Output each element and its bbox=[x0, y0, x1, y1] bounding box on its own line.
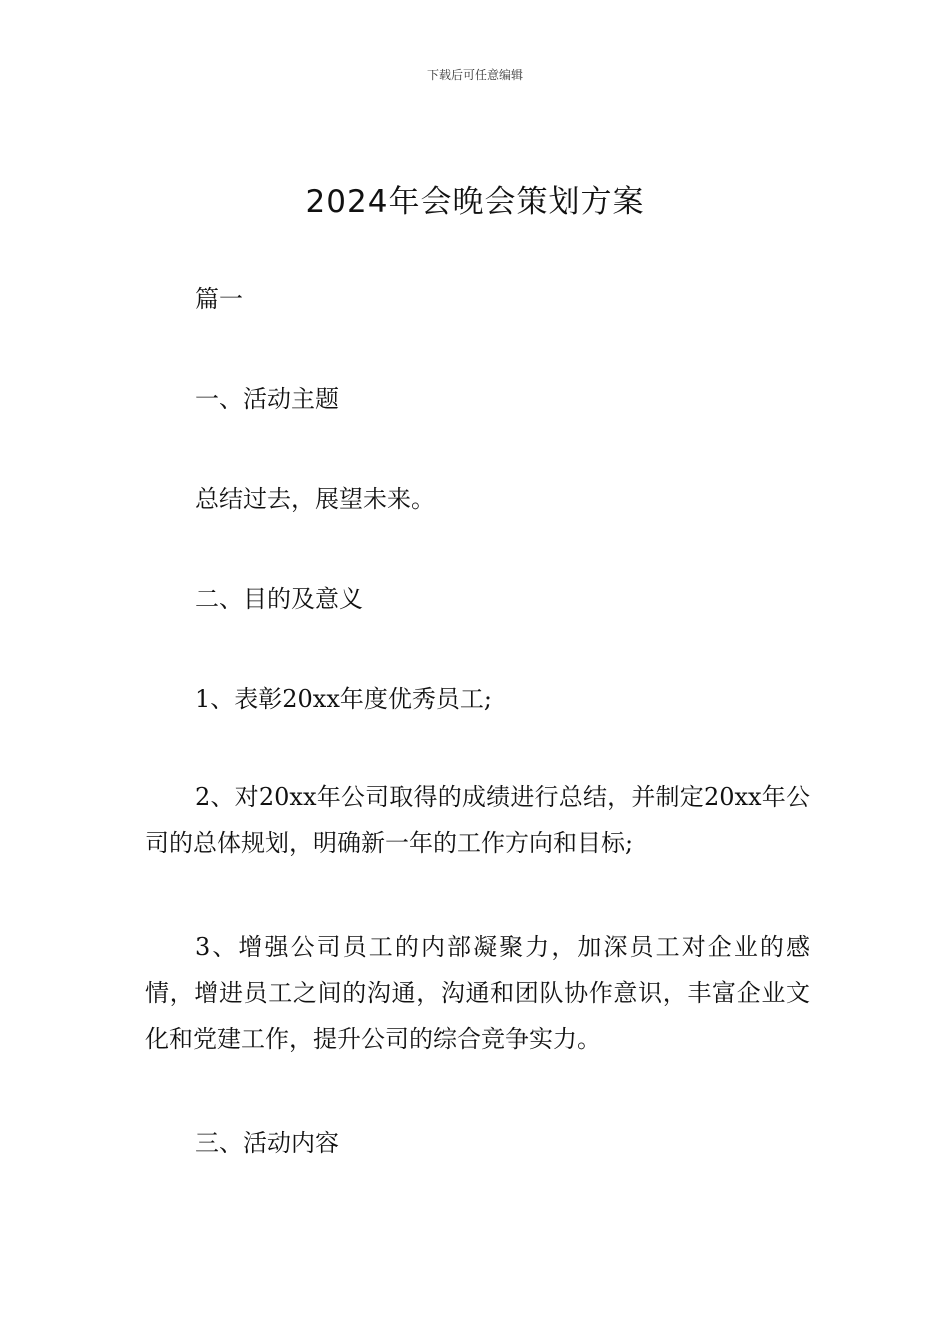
page-title: 2024年会晚会策划方案 bbox=[305, 184, 645, 220]
heading-activity-content: 三、活动内容 bbox=[195, 1129, 339, 1157]
heading-purpose: 二、目的及意义 bbox=[195, 585, 363, 613]
list-item-purpose-1: 1、表彰20xx年度优秀员工; bbox=[195, 685, 492, 713]
header-note: 下载后可任意编辑 bbox=[426, 68, 523, 82]
heading-activity-theme: 一、活动主题 bbox=[195, 385, 339, 413]
paragraph-theme-text: 总结过去，展望未来。 bbox=[195, 485, 435, 513]
list-item-purpose-3: 3、增强公司员工的内部凝聚力，加深员工对企业的感情，增进员工之间的沟通，沟通和团队协作意识，丰富企业文化和党建工作，提升公司的综合竞争实力。 bbox=[145, 933, 810, 1053]
list-item-purpose-2: 2、对20xx年公司取得的成绩进行总结，并制定20xx年公司的总体规划，明确新一年的工作方向和目标; bbox=[145, 783, 810, 857]
paragraph-section-label: 篇一 bbox=[195, 285, 243, 313]
